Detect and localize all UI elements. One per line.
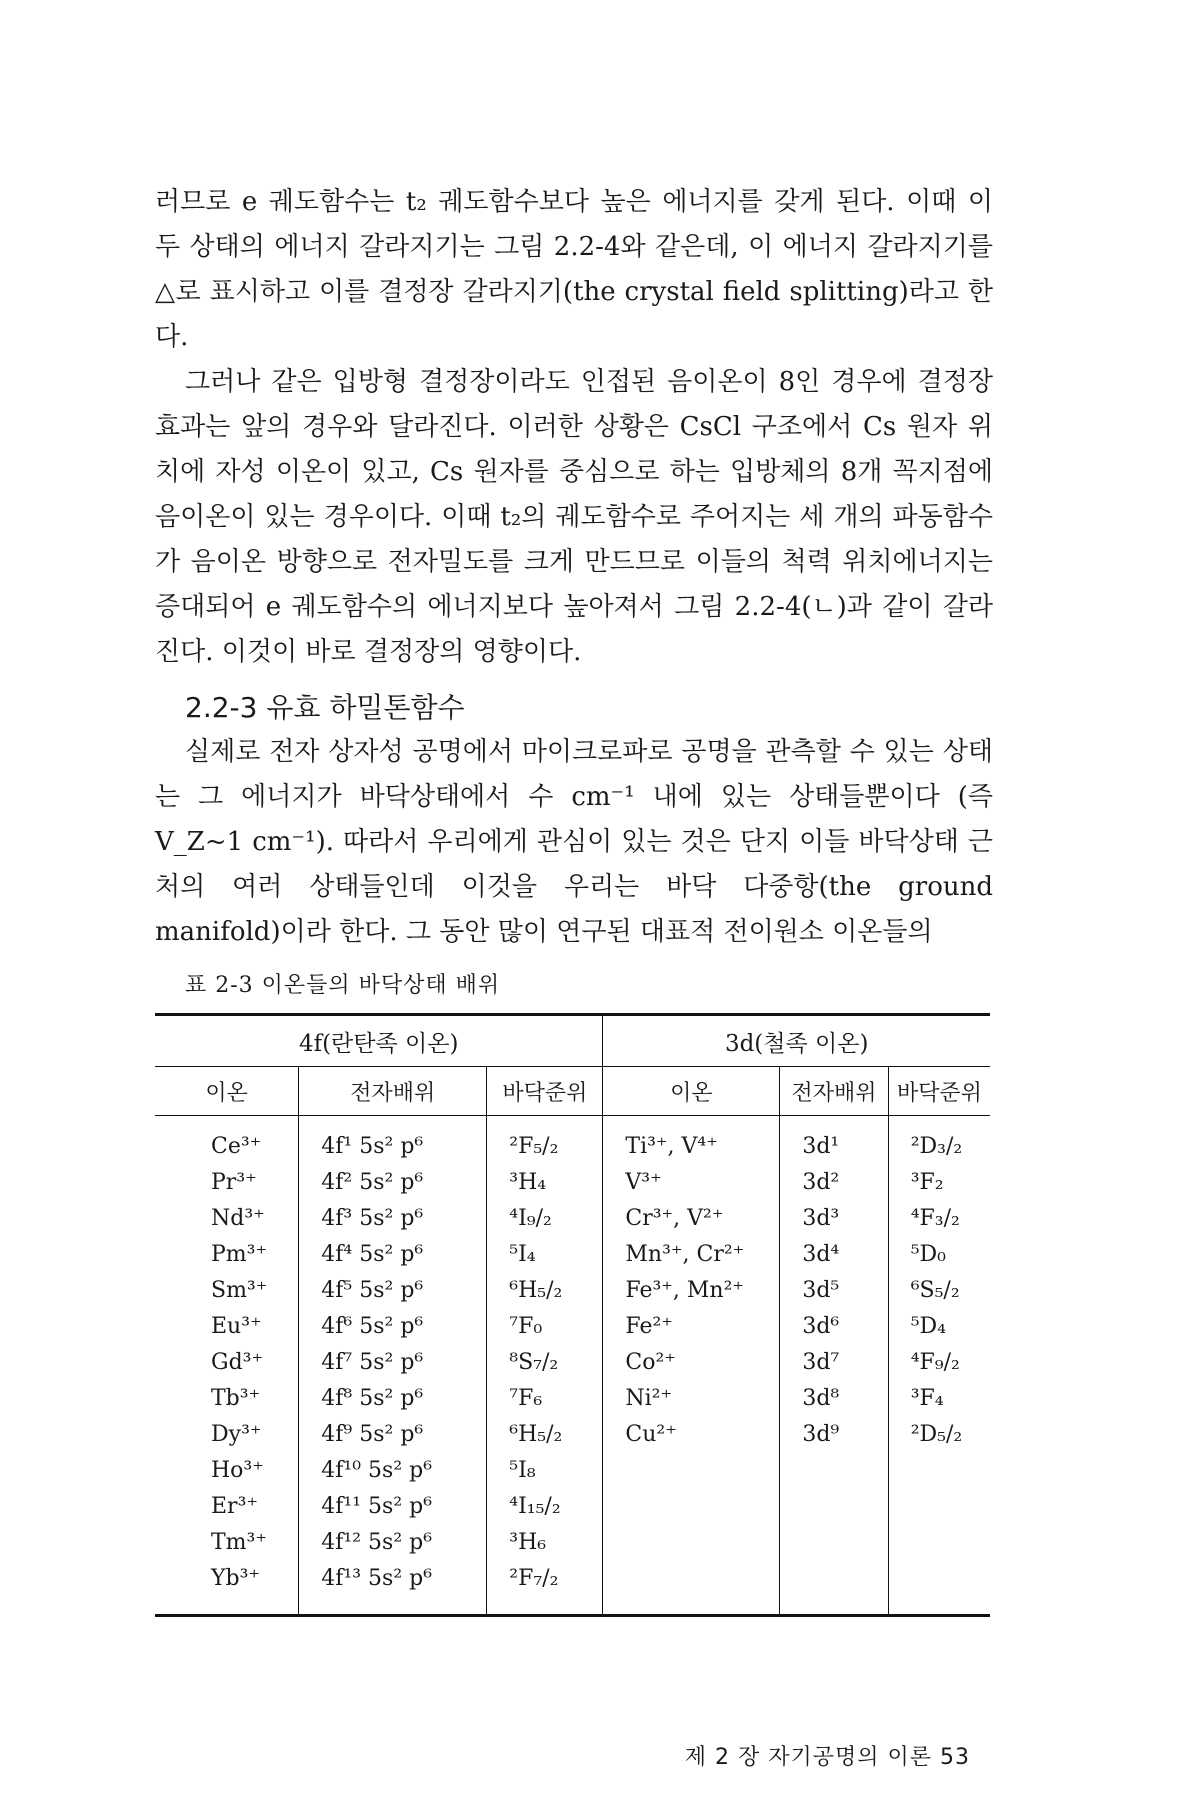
header-ground-3d: 바닥준위 [888,1067,990,1116]
ion-4f-cell: Sm³⁺ [155,1272,299,1308]
table-row [155,1416,990,1452]
section-heading: 2.2-3 유효 하밀톤함수 [185,691,465,724]
ground-3d-cell: ⁴F₉/₂ [910,1349,960,1375]
ground-4f-cell: ⁵I₈ [487,1452,603,1488]
page-footer: 제 2 장 자기공명의 이론 53 [684,1745,970,1770]
ion-4f-cell: Nd³⁺ [155,1200,299,1236]
table-body [155,1116,990,1615]
paragraph-ground-manifold: 실제로 전자 상자성 공명에서 마이크로파로 공명을 관측할 수 있는 상태는 그 에너지가 바닥상태에서 수 cm⁻¹ 내에 있는 상태들뿐이다 (즉 V_Z~1 cm⁻¹). 따라서 우리에게 관심이 있는 것은 단지 이들 바닥상태 근처의 여러 상태들인데 이것을 우리는 바닥 다중항(the ground manifold)이라 한다. 그 동안 많이 연구된 대표적 전이원소 이온들의 [155,737,993,947]
table-row [155,1308,990,1344]
config-3d-cell: 3d¹ [780,1116,888,1165]
table-row [155,1200,990,1236]
header-config-4f: 전자배위 [299,1067,487,1116]
ground-4f-cell: ⁷F₆ [487,1380,603,1416]
paragraph-cscl-structure: 그러나 같은 입방형 결정장이라도 인접된 음이온이 8인 경우에 결정장 효과는 앞의 경우와 달라진다. 이러한 상황은 CsCl 구조에서 Cs 원자 위치에 자성 이온이 있고, Cs 원자를 중심으로 하는 입방체의 8개 꼭지점에 음이온이 있는 경우이다. 이때 t₂의 궤도함수로 주어지는 세 개의 파동함수가 음이온 방향으로 전자밀도를 크게 만드므로 이들의 척력 위치에너지는 증대되어 e 궤도함수의 에너지보다 높아져서 그림 2.2-4(ㄴ)과 같이 갈라진다. 이것이 바로 결정장의 영향이다. [155,367,993,667]
ion-4f-cell: Tb³⁺ [155,1380,299,1416]
config-4f-cell: 4f¹ 5s² p⁶ [299,1116,487,1165]
table-row [155,1344,990,1380]
ion-3d-cell: Fe³⁺, Mn²⁺ [603,1272,780,1308]
table-row [155,1560,990,1614]
ground-3d-cell: ⁶S₅/₂ [910,1277,960,1303]
header-config-3d: 전자배위 [780,1067,888,1116]
config-3d-cell: 3d⁸ [780,1380,888,1416]
ion-3d-cell: Cr³⁺, V²⁺ [603,1200,780,1236]
ground-4f-cell: ²F₅/₂ [487,1116,603,1165]
ion-3d-cell: Ti³⁺, V⁴⁺ [603,1116,780,1165]
table-row [155,1164,990,1200]
ground-3d-cell [888,1452,990,1488]
config-4f-cell: 4f⁴ 5s² p⁶ [299,1236,487,1272]
ion-3d-cell: Cu²⁺ [603,1416,780,1452]
ion-4f-cell: Yb³⁺ [155,1560,299,1614]
table-row [155,1488,990,1524]
header-3d-group: 3d(철족 이온) [724,1030,869,1057]
ion-3d-cell [603,1488,780,1524]
ground-4f-cell: ⁷F₀ [487,1308,603,1344]
config-4f-cell: 4f¹² 5s² p⁶ [299,1524,487,1560]
ion-4f-cell: Dy³⁺ [155,1416,299,1452]
config-4f-cell: 4f⁵ 5s² p⁶ [299,1272,487,1308]
ground-3d-cell: ²D₃/₂ [910,1133,963,1159]
config-4f-cell: 4f¹⁰ 5s² p⁶ [299,1452,487,1488]
ion-3d-cell: V³⁺ [603,1164,780,1200]
config-3d-cell [780,1488,888,1524]
config-4f-cell: 4f¹¹ 5s² p⁶ [299,1488,487,1524]
config-4f-cell: 4f⁷ 5s² p⁶ [299,1344,487,1380]
ion-4f-cell: Gd³⁺ [155,1344,299,1380]
ground-state-table [155,1013,990,1617]
config-3d-cell: 3d⁴ [780,1236,888,1272]
ion-4f-cell: Pr³⁺ [155,1164,299,1200]
ground-4f-cell: ⁸S₇/₂ [487,1344,603,1380]
table-row [155,1452,990,1488]
ground-3d-cell: ³F₂ [910,1169,944,1195]
config-3d-cell [780,1452,888,1488]
ground-3d-cell: ⁵D₀ [910,1241,946,1267]
config-4f-cell: 4f¹³ 5s² p⁶ [299,1560,487,1614]
ground-4f-cell: ³H₆ [487,1524,603,1560]
ground-4f-cell: ²F₇/₂ [487,1560,603,1614]
ion-3d-cell [603,1524,780,1560]
header-4f-group: 4f(란탄족 이온) [155,1016,603,1067]
table-row [155,1272,990,1308]
config-3d-cell: 3d⁷ [780,1344,888,1380]
ground-3d-cell: ²D₅/₂ [910,1421,963,1447]
ion-3d-cell [603,1560,780,1614]
table-caption: 표 2-3 이온들의 바닥상태 배위 [185,973,501,998]
ground-3d-cell [888,1560,990,1614]
ion-3d-cell: Mn³⁺, Cr²⁺ [603,1236,780,1272]
ion-4f-cell: Ce³⁺ [155,1116,299,1165]
ground-3d-cell [888,1488,990,1524]
ground-4f-cell: ³H₄ [487,1164,603,1200]
ground-4f-cell: ⁶H₅/₂ [487,1272,603,1308]
table-row [155,1236,990,1272]
config-3d-cell: 3d⁵ [780,1272,888,1308]
config-3d-cell: 3d⁶ [780,1308,888,1344]
config-4f-cell: 4f⁸ 5s² p⁶ [299,1380,487,1416]
config-4f-cell: 4f⁶ 5s² p⁶ [299,1308,487,1344]
header-ground-4f: 바닥준위 [487,1067,603,1116]
ion-4f-cell: Pm³⁺ [155,1236,299,1272]
header-ion-3d: 이온 [603,1067,780,1116]
ground-4f-cell: ⁶H₅/₂ [487,1416,603,1452]
config-3d-cell [780,1560,888,1614]
ground-4f-cell: ⁴I₁₅/₂ [487,1488,603,1524]
config-3d-cell: 3d³ [780,1200,888,1236]
ground-3d-cell: ⁴F₃/₂ [910,1205,960,1231]
ion-3d-cell: Co²⁺ [603,1344,780,1380]
ion-4f-cell: Ho³⁺ [155,1452,299,1488]
config-3d-cell: 3d⁹ [780,1416,888,1452]
ion-4f-cell: Tm³⁺ [155,1524,299,1560]
paragraph-crystal-field-splitting: 러므로 e 궤도함수는 t₂ 궤도함수보다 높은 에너지를 갖게 된다. 이때 이 두 상태의 에너지 갈라지기는 그림 2.2-4와 같은데, 이 에너지 갈라지기를 △로 표시하고 이를 결정장 갈라지기(the crystal field splitting)라고 한다. [155,187,993,352]
ion-3d-cell: Fe²⁺ [603,1308,780,1344]
ground-3d-cell: ³F₄ [910,1385,944,1411]
ground-3d-cell [888,1524,990,1560]
ion-4f-cell: Er³⁺ [155,1488,299,1524]
table-row [155,1116,990,1165]
header-ion-4f: 이온 [155,1067,299,1116]
ground-4f-cell: ⁵I₄ [487,1236,603,1272]
ground-4f-cell: ⁴I₉/₂ [487,1200,603,1236]
table-row [155,1524,990,1560]
config-4f-cell: 4f² 5s² p⁶ [299,1164,487,1200]
config-3d-cell: 3d² [780,1164,888,1200]
config-4f-cell: 4f³ 5s² p⁶ [299,1200,487,1236]
config-4f-cell: 4f⁹ 5s² p⁶ [299,1416,487,1452]
ion-4f-cell: Eu³⁺ [155,1308,299,1344]
config-3d-cell [780,1524,888,1560]
table-row [155,1380,990,1416]
ion-3d-cell [603,1452,780,1488]
ion-3d-cell: Ni²⁺ [603,1380,780,1416]
ground-3d-cell: ⁵D₄ [910,1313,946,1339]
